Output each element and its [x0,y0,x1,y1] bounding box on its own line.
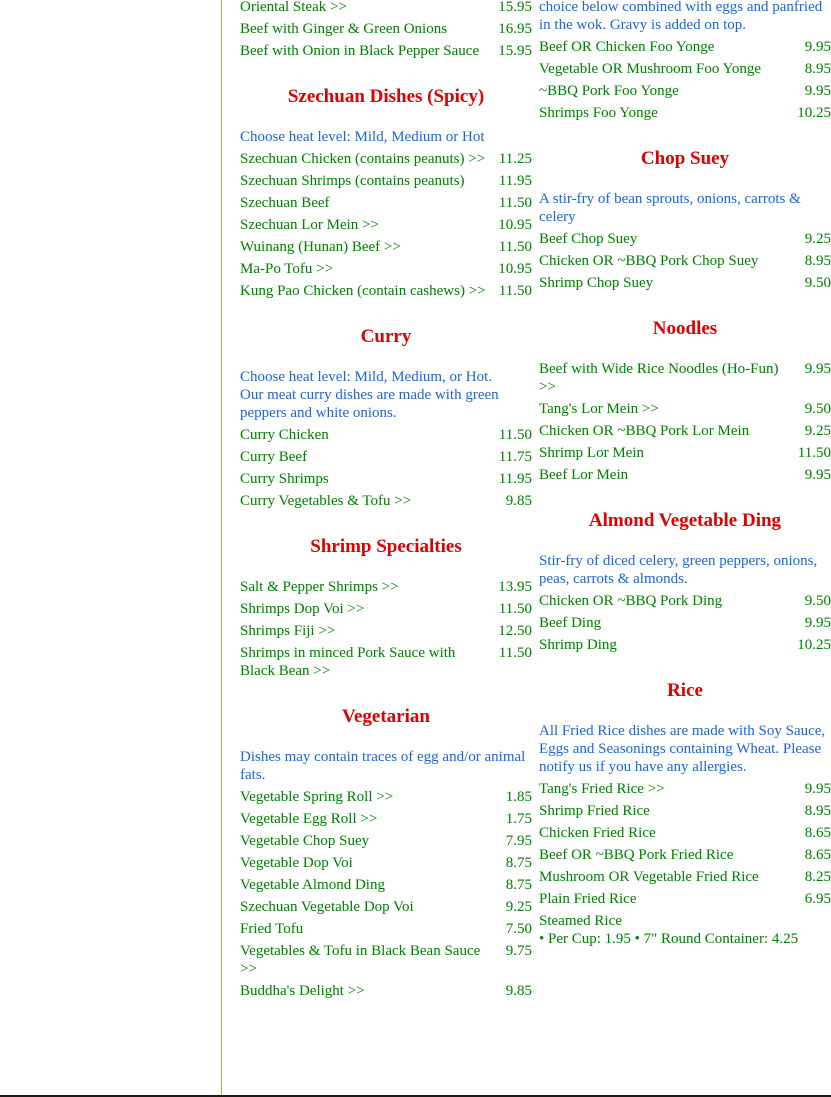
menu-item [240,172,532,190]
menu-item-name: Shrimps Dop Voi >> [240,601,365,617]
menu-item-name: Beef Chop Suey [539,231,638,247]
menu-item-price: 10.95 [498,217,532,233]
menu-item-price: 8.65 [804,825,831,841]
top-items-list [240,0,532,60]
curry-note-heat: Choose heat level: Mild, Medium, or Hot. [240,369,493,385]
szechuan-items-list [240,150,532,300]
menu-item-name: Chicken OR ~BBQ Pork Ding [539,593,723,609]
menu-item-price: 7.50 [505,921,532,937]
menu-item [240,194,532,212]
menu-item [539,802,831,820]
section-title-almond-ding: Almond Vegetable Ding [588,510,782,531]
menu-item-name: Chicken Fried Rice [539,825,656,841]
section-title-chop-suey: Chop Suey [640,148,730,169]
menu-item [539,422,831,440]
curry-note-ingredients: Our meat curry dishes are made with green peppers and white onions. [240,387,499,421]
section-title-noodles: Noodles [652,318,718,339]
menu-item [240,448,532,466]
menu-column-left [240,0,532,1004]
menu-item [240,942,532,978]
menu-item-name: Vegetable OR Mushroom Foo Yonge [539,61,762,77]
menu-item-price: 9.85 [505,493,532,509]
menu-item-name: Szechuan Lor Mein >> [240,217,379,233]
menu-item-price: 15.95 [498,43,532,59]
menu-item [539,360,831,396]
menu-item [240,920,532,938]
vegetarian-note: Dishes may contain traces of egg and/or animal fats. [240,749,526,783]
menu-item-price: 11.50 [498,427,532,443]
menu-item-name: Salt & Pepper Shrimps >> [240,579,399,595]
menu-item [240,42,532,60]
steamed-rice-detail: • Per Cup: 1.95 • 7" Round Container: 4.25 [539,931,799,947]
menu-item-name: Shrimp Chop Suey [539,275,654,291]
section-title-vegetarian: Vegetarian [342,706,430,727]
menu-item [240,282,532,300]
menu-item [240,982,532,1000]
menu-item-name: Szechuan Chicken (contains peanuts) >> [240,151,486,167]
menu-item-price: 7.95 [505,833,532,849]
menu-item [240,20,532,38]
menu-item [539,252,831,270]
menu-item-name: Beef with Ginger & Green Onions [240,21,448,37]
menu-item-name: Vegetable Egg Roll >> [240,811,378,827]
menu-item-price: 11.50 [797,445,831,461]
menu-item [539,592,831,610]
menu-item-name: Beef with Onion in Black Pepper Sauce [240,43,480,59]
menu-item-name: Kung Pao Chicken (contain cashews) >> [240,283,486,299]
menu-item-name: Beef OR ~BBQ Pork Fried Rice [539,847,734,863]
menu-item-price: 9.95 [804,83,831,99]
section-title-shrimp-specialties: Shrimp Specialties [310,536,462,557]
menu-item [539,444,831,462]
menu-item-price: 1.75 [505,811,532,827]
section-title-rice: Rice [667,680,703,701]
menu-item [539,636,831,654]
menu-item-price: 11.50 [498,601,532,617]
menu-item-name: Curry Vegetables & Tofu >> [240,493,412,509]
menu-item-name: Buddha's Delight >> [240,983,365,999]
menu-item-name: Curry Shrimps [240,471,329,487]
menu-item-name: Shrimp Fried Rice [539,803,650,819]
menu-item-name: Tang's Lor Mein >> [539,401,659,417]
menu-item-price: 9.95 [804,467,831,483]
menu-item [539,868,831,886]
menu-item-price: 9.25 [804,423,831,439]
menu-item-price: 11.25 [498,151,532,167]
menu-item [240,622,532,640]
menu-item-price: 8.25 [804,869,831,885]
menu-item-name: Vegetables & Tofu in Black Bean Sauce >> [240,943,481,977]
menu-item [539,400,831,418]
menu-item [539,274,831,292]
menu-item-price: 8.65 [804,847,831,863]
menu-item-name: Vegetable Chop Suey [240,833,370,849]
menu-item-price: 9.85 [505,983,532,999]
menu-item-name: Beef OR Chicken Foo Yonge [539,39,715,55]
menu-item-price: 11.50 [498,239,532,255]
menu-item-price: 13.95 [498,579,532,595]
menu-item [240,492,532,510]
menu-item [240,644,532,680]
menu-item-price: 9.95 [804,781,831,797]
menu-item [539,104,831,122]
menu-item-price: 8.95 [804,253,831,269]
menu-item-price: 15.95 [498,0,532,15]
menu-item-price: 11.95 [498,173,532,189]
menu-item-name: Ma-Po Tofu >> [240,261,334,277]
menu-item [539,824,831,842]
menu-item-price: 11.50 [498,645,532,661]
menu-item [240,260,532,278]
menu-item-name: Plain Fried Rice [539,891,637,907]
menu-item-price: 9.75 [505,943,532,959]
almond-note: Stir-fry of diced celery, green peppers, onions, peas, carrots & almonds. [539,553,818,587]
section-title-szechuan: Szechuan Dishes (Spicy) [287,86,485,107]
menu-item [240,876,532,894]
menu-item-name: Curry Beef [240,449,308,465]
menu-item-price: 10.95 [498,261,532,277]
rice-note: All Fried Rice dishes are made with Soy Sauce, Eggs and Seasonings containing Wheat. Please notify us if you have any allergies. [539,723,826,775]
menu-item-name: Vegetable Spring Roll >> [240,789,394,805]
menu-item-price: 16.95 [498,21,532,37]
menu-item [539,82,831,100]
menu-item-price: 6.95 [804,891,831,907]
menu-item [240,150,532,168]
menu-item-name: Fried Tofu [240,921,304,937]
chop-suey-items-list [539,230,831,292]
foo-yonge-items-list [539,38,831,122]
menu-item-price: 9.50 [804,275,831,291]
menu-item-name: Shrimp Ding [539,637,617,653]
menu-item-price: 8.75 [505,855,532,871]
menu-item [240,238,532,256]
menu-item-name: Szechuan Beef [240,195,330,211]
menu-item [539,230,831,248]
menu-item-price: 10.25 [797,105,831,121]
menu-item-name: Chicken OR ~BBQ Pork Lor Mein [539,423,750,439]
menu-item-price: 8.95 [804,61,831,77]
chop-suey-note: A stir-fry of bean sprouts, onions, carrots & celery [539,191,801,225]
menu-item-name: Shrimps in minced Pork Sauce with Black Bean >> [240,645,456,679]
noodles-items-list [539,360,831,484]
menu-item-price: 9.50 [804,401,831,417]
menu-item-price: 9.95 [804,39,831,55]
menu-item-name: Wuinang (Hunan) Beef >> [240,239,401,255]
menu-item [240,898,532,916]
menu-item [240,788,532,806]
menu-item-price: 1.85 [505,789,532,805]
menu-item [539,890,831,908]
shrimp-items-list [240,578,532,680]
menu-item [240,810,532,828]
menu-item-price: 11.95 [498,471,532,487]
menu-item-price: 12.50 [498,623,532,639]
menu-item-price: 8.95 [804,803,831,819]
vegetarian-items-list [240,788,532,1000]
menu-item-price: 11.50 [498,283,532,299]
menu-item-name: Mushroom OR Vegetable Fried Rice [539,869,759,885]
menu-item-name: Shrimps Foo Yonge [539,105,658,121]
menu-item-price: 9.25 [505,899,532,915]
menu-item [240,600,532,618]
menu-item [539,60,831,78]
menu-item [240,426,532,444]
menu-item-name: Tang's Fried Rice >> [539,781,665,797]
menu-item [539,466,831,484]
menu-item-price: 9.95 [804,361,831,377]
rice-items-list [539,780,831,908]
menu-item [539,614,831,632]
menu-item-name: Oriental Steak >> [240,0,347,15]
menu-item-name: Curry Chicken [240,427,329,443]
menu-item-price: 10.25 [797,637,831,653]
menu-item [240,832,532,850]
steamed-rice-name: Steamed Rice [539,913,622,929]
left-sidebar [0,0,222,1096]
menu-item-name: Vegetable Dop Voi [240,855,353,871]
menu-item-name: Szechuan Vegetable Dop Voi [240,899,414,915]
menu-item-name: ~BBQ Pork Foo Yonge [539,83,679,99]
menu-column-right [539,0,831,948]
menu-item-price: 8.75 [505,877,532,893]
menu-item [539,846,831,864]
menu-item-name: Chicken OR ~BBQ Pork Chop Suey [539,253,759,269]
menu-item [539,38,831,56]
menu-item [240,216,532,234]
menu-item-price: 11.50 [498,195,532,211]
menu-item-name: Vegetable Almond Ding [240,877,385,893]
szechuan-note: Choose heat level: Mild, Medium or Hot [240,129,485,145]
menu-item-name: Beef Ding [539,615,602,631]
menu-item [240,470,532,488]
curry-items-list [240,426,532,510]
foo-yonge-note: choice below combined with eggs and panfried in the wok. Gravy is added on top. [539,0,823,33]
almond-items-list [539,592,831,654]
menu-item [240,854,532,872]
menu-item-name: Beef Lor Mein [539,467,629,483]
menu-item-name: Beef with Wide Rice Noodles (Ho-Fun) >> [539,361,779,395]
menu-item-price: 9.50 [804,593,831,609]
menu-item-price: 9.25 [804,231,831,247]
section-title-curry: Curry [360,326,412,347]
menu-item-name: Shrimps Fiji >> [240,623,336,639]
menu-item [539,780,831,798]
menu-item [240,578,532,596]
menu-item [240,0,532,16]
menu-item-price: 9.95 [804,615,831,631]
menu-item-name: Szechuan Shrimps (contains peanuts) [240,173,465,189]
menu-item-price: 11.75 [498,449,532,465]
menu-item-name: Shrimp Lor Mein [539,445,644,461]
